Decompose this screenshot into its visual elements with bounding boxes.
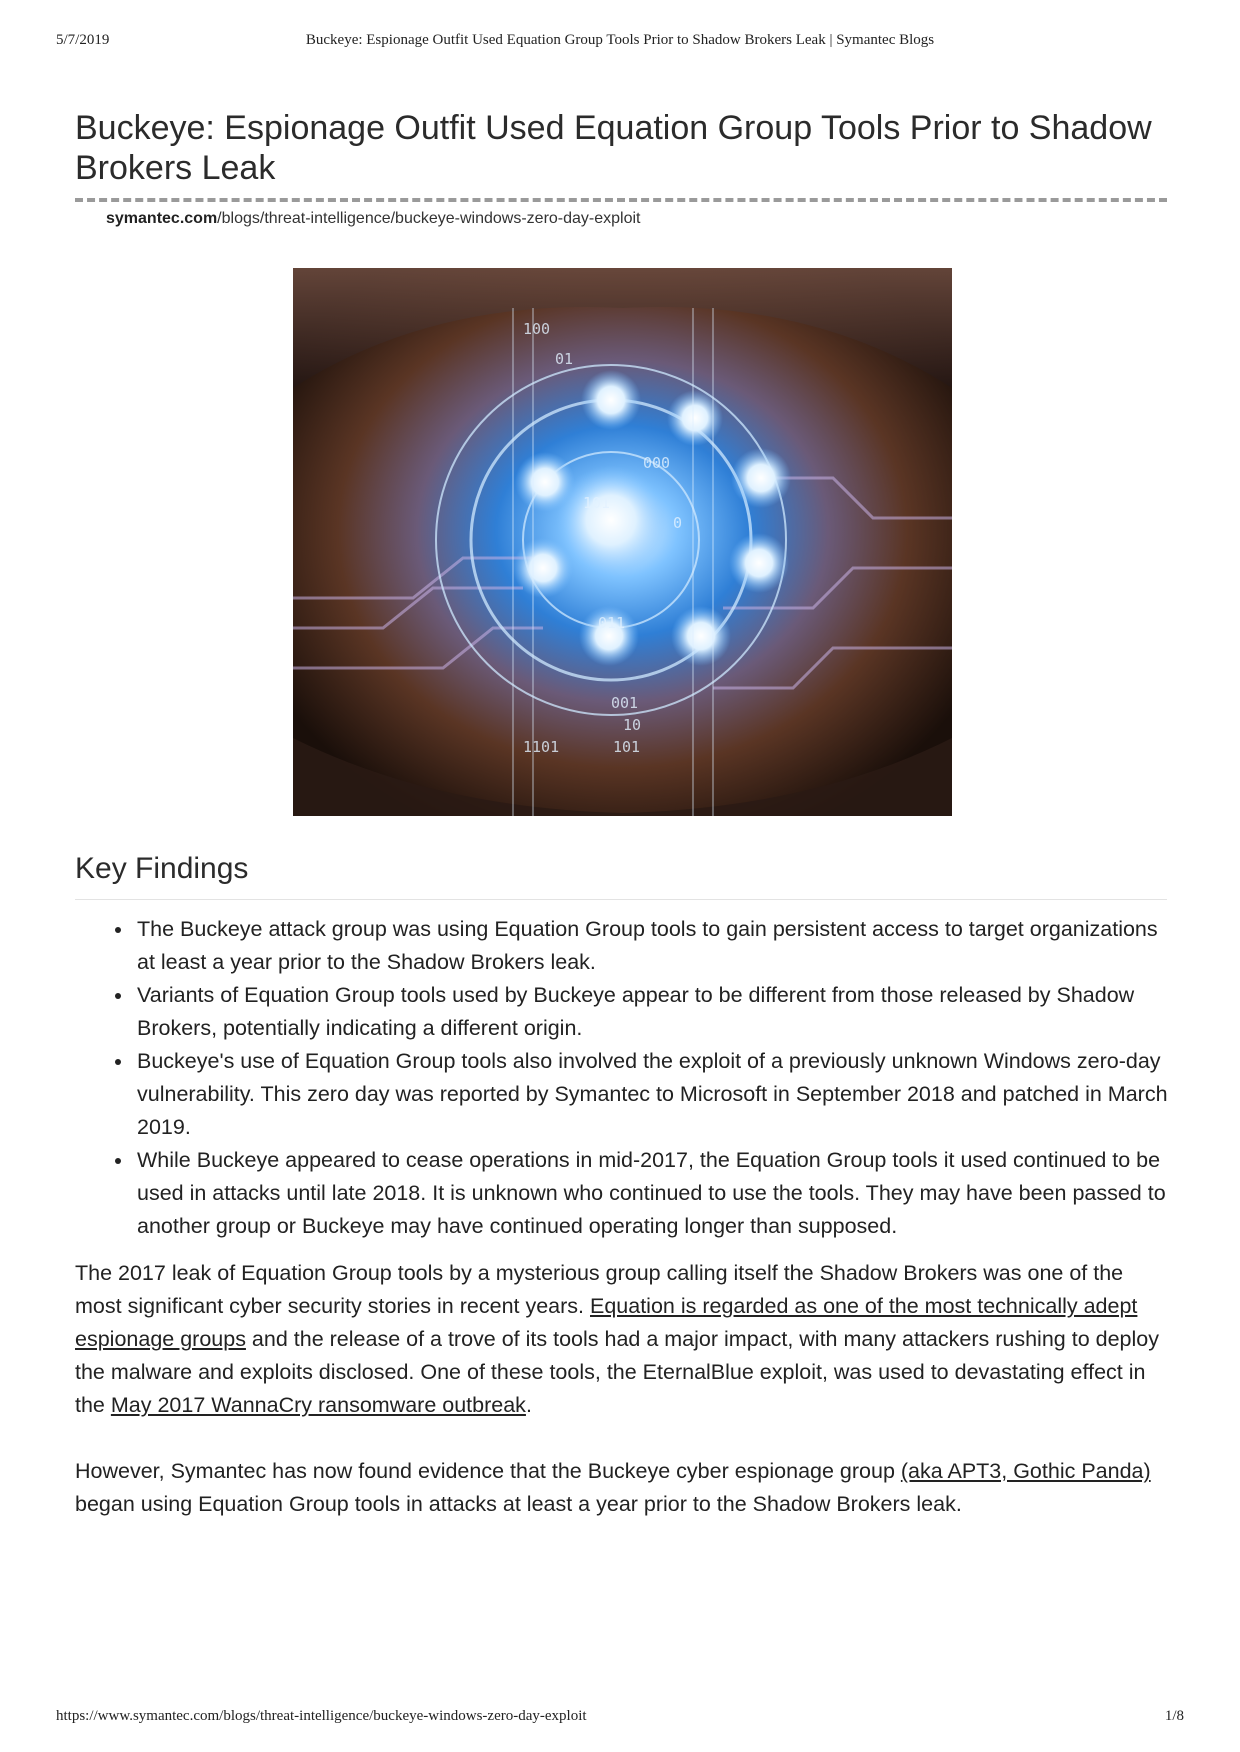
article <box>75 108 1168 1516</box>
print-url: https://www.symantec.com/blogs/threat-intelligence/buckeye-windows-zero-day-exploit <box>56 1708 587 1724</box>
paragraph-text: . <box>525 1393 532 1417</box>
source-path: /blogs/threat-intelligence/buckeye-windows-zero-day-exploit <box>217 210 641 227</box>
paragraph-text: began using Equation Group tools in attacks at least a year prior to the Shadow Brokers leak. <box>75 1492 962 1516</box>
title-divider <box>75 198 1167 202</box>
apt3-gothic-panda-link[interactable]: (aka APT3, Gothic Panda) <box>900 1459 1151 1483</box>
source-domain: symantec.com <box>106 210 218 227</box>
svg-text:011: 011 <box>598 614 626 632</box>
list-item: Buckeye's use of Equation Group tools also involved the exploit of a previously unknown Windows zero-day vulnerability. This zero day was reported by Symantec to Microsoft in September 2018 and patched in March 2019. <box>137 1045 1169 1144</box>
print-footer <box>56 1708 1184 1728</box>
hero-image <box>293 268 952 816</box>
equation-group-link[interactable]: Equation is regarded as one of the most technically adept espionage groups <box>75 1294 1138 1351</box>
digital-eye-image <box>293 268 952 816</box>
svg-text:100: 100 <box>523 320 551 338</box>
svg-text:101: 101 <box>583 494 611 512</box>
svg-text:0: 0 <box>673 514 683 532</box>
source-line <box>75 210 1167 228</box>
key-findings-heading: Key Findings <box>75 851 1167 900</box>
paragraph-shadow-brokers-leak <box>75 1257 1167 1422</box>
print-header <box>56 32 1184 52</box>
key-findings-list <box>137 913 1169 1243</box>
list-item: While Buckeye appeared to cease operations in mid-2017, the Equation Group tools it used continued to be used in attacks until late 2018. It is unknown who continued to use the tools. They may have been passed to another group or Buckeye may have continued operating longer than supposed. <box>137 1144 1169 1243</box>
article-title: Buckeye: Espionage Outfit Used Equation Group Tools Prior to Shadow Brokers Leak <box>75 109 1152 187</box>
paragraph-text: However, Symantec has now found evidence that the Buckeye cyber espionage group <box>75 1459 901 1483</box>
svg-text:001: 001 <box>611 694 639 712</box>
svg-text:10: 10 <box>623 716 642 734</box>
svg-text:000: 000 <box>643 454 671 472</box>
print-page-number: 1/8 <box>1164 1708 1184 1724</box>
paragraph-symantec-evidence <box>75 1455 1167 1521</box>
list-item: The Buckeye attack group was using Equation Group tools to gain persistent access to target organizations at least a year prior to the Shadow Brokers leak. <box>137 913 1169 979</box>
wannacry-outbreak-link[interactable]: May 2017 WannaCry ransomware outbreak <box>110 1393 526 1417</box>
list-item: Variants of Equation Group tools used by Buckeye appear to be different from those released by Shadow Brokers, potentially indicating a different origin. <box>137 979 1169 1045</box>
svg-text:101: 101 <box>613 738 641 756</box>
print-date: 5/7/2019 <box>56 32 110 48</box>
print-page-title: Buckeye: Espionage Outfit Used Equation Group Tools Prior to Shadow Brokers Leak | Symantec Blogs <box>305 32 935 48</box>
svg-text:1101: 1101 <box>523 738 560 756</box>
svg-text:01: 01 <box>555 350 574 368</box>
paragraph-text: and the release of a trove of its tools had a major impact, with many attackers rushing to deploy the malware and exploits disclosed. One of these tools, the EternalBlue exploit, was used to devastating effect in the <box>75 1327 1159 1417</box>
paragraph-text: The 2017 leak of Equation Group tools by a mysterious group calling itself the Shadow Brokers was one of the most significant cyber security stories in recent years. <box>75 1261 1124 1318</box>
